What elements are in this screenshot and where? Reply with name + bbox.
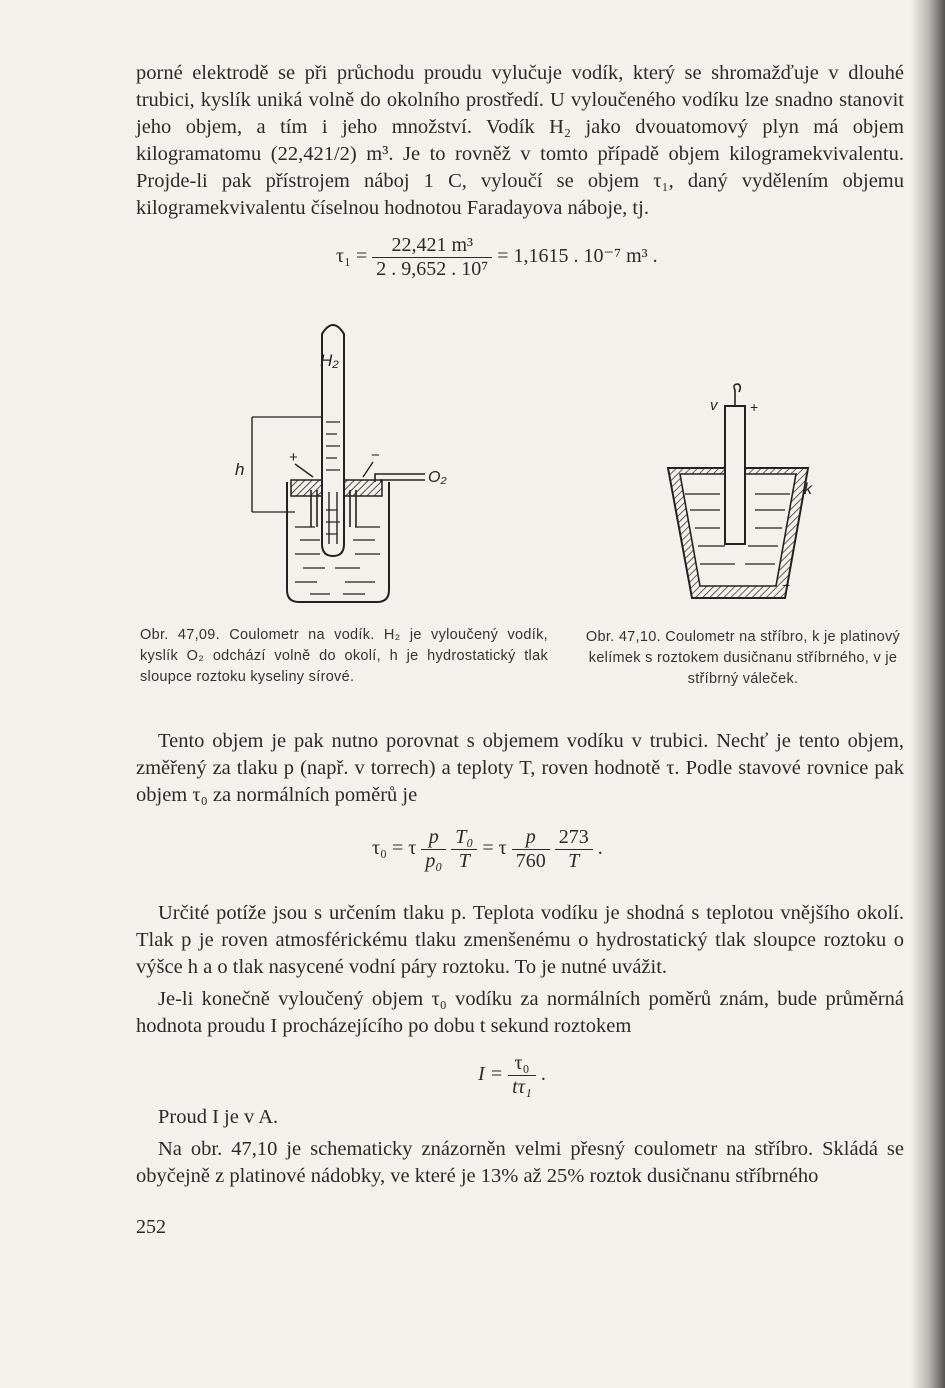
label-v: v — [710, 397, 718, 414]
paragraph-4: Je-li konečně vyloučený objem τ₀ vodíku za normálních poměrů znám, bude průměrná hodnota proudu I procházejícího po dobu t sekund roztokem — [136, 988, 904, 1037]
paragraph-6: Na obr. 47,10 je schematicky znázorněn velmi přesný coulometr na stříbro. Skládá se obyčejně z platinové nádobky, ve které je 13% až 25% roztok dusičnanu stříbrného — [136, 1138, 904, 1187]
caption-figure-47-09: Obr. 47,09. Coulometr na vodík. H₂ je vyloučený vodík, kyslík O₂ odchází volně do okolí, h je hydrostatický tlak sloupce roztoku kyseliny sírové. — [140, 627, 548, 685]
paragraph-2: Tento objem je pak nutno porovnat s objemem vodíku v trubici. Nechť je tento objem, změřený za tlaku p (např. v torrech) a teploty T, roven hodnotě τ. Podle stavové rovnice pak objem τ₀ za normálních poměrů je — [136, 730, 904, 806]
eq2-f1-den: p₀ — [425, 850, 443, 872]
eq2-end: . — [597, 837, 603, 860]
eq2-f4-den: T — [568, 850, 580, 872]
eq2-f1-num: p — [428, 826, 439, 848]
page-number: 252 — [136, 1216, 166, 1238]
eq2-mid: = τ — [482, 837, 507, 860]
eq3-num: τ₀ — [508, 1052, 536, 1076]
label-h2: H₂ — [320, 351, 339, 370]
label-plus: + — [289, 449, 298, 466]
eq2-frac-273 — [555, 826, 593, 873]
eq1-numerator: 22,421 m³ — [372, 234, 492, 258]
caption-figure-47-10: Obr. 47,10. Coulometr na stříbro, k je platinový kelímek s roztokem dusičnanu stříbrného, v je stříbrný váleček. — [585, 629, 901, 687]
eq2-frac-760 — [512, 826, 550, 873]
eq2-f3-num: p — [525, 826, 536, 848]
eq2-frac-t — [451, 826, 477, 873]
equation-tau1 — [336, 234, 658, 281]
eq3-lhs: I = — [478, 1063, 504, 1086]
silver-cylinder — [725, 406, 745, 544]
page-edge-shadow — [911, 0, 945, 1388]
equation-current — [478, 1052, 546, 1099]
figure-silver-coulometer — [660, 378, 830, 608]
eq3-fraction — [508, 1052, 536, 1099]
paragraph-3: Určité potíže jsou s určením tlaku p. Teplota vodíku je shodná s teplotou vnějšího okolí. Tlak p je roven atmosférickému tlaku zmenšenému o hydrostatický tlak sloupce roztoku o výšce h a o tlak nasycené vodní páry roztoku. To je nutné uvážit. — [136, 902, 904, 978]
label-k: k — [804, 481, 812, 498]
eq1-denominator: 2 . 9,652 . 10⁷ — [376, 258, 489, 280]
eq3-den: tτ₁ — [512, 1076, 532, 1098]
equation-tau0 — [372, 826, 603, 873]
label-minus: − — [371, 447, 380, 464]
eq2-f2-den: T — [458, 850, 470, 872]
eq2-lhs: τ₀ = τ — [372, 837, 417, 860]
eq2-f2-num: T₀ — [455, 826, 474, 848]
eq2-f3-den: 760 — [515, 850, 546, 872]
figure-hydrogen-coulometer — [225, 312, 450, 610]
paragraph-5: Proud I je v A. — [158, 1106, 279, 1128]
eq1-rhs: = 1,1615 . 10⁻⁷ m³ . — [497, 245, 658, 268]
label-h: h — [235, 460, 245, 479]
label-plus-2: + — [750, 399, 759, 415]
eq3-end: . — [540, 1063, 546, 1086]
eq1-fraction — [372, 234, 492, 281]
eq2-frac-p — [421, 826, 446, 873]
label-minus-2: − — [782, 577, 791, 593]
eq1-lhs: τ₁ = — [336, 245, 368, 268]
label-o2: O₂ — [428, 469, 447, 486]
eq2-f4-num: 273 — [555, 826, 593, 850]
beaker-lid — [291, 480, 322, 496]
beaker-outline — [287, 482, 389, 602]
paragraph-1: porné elektrodě se při průchodu proudu vylučuje vodík, který se shromažďuje v dlouhé trubici, kyslík uniká volně do okolního prostředí. U vyloučeného vodíku lze snadno stanovit jeho objem, a tím i jeho množství. Vodík H₂ jako dvouatomový plyn má objem kilogramatomu (22,421/2) m³. Je to rovněž v tomto případě objem kilogramekvivalentu. Projde-li pak přístrojem náboj 1 C, vyloučí se objem τ₁, daný vydělením objemu kilogramekvivalentu číselnou hodnotou Faradayova náboje, tj. — [136, 62, 904, 219]
